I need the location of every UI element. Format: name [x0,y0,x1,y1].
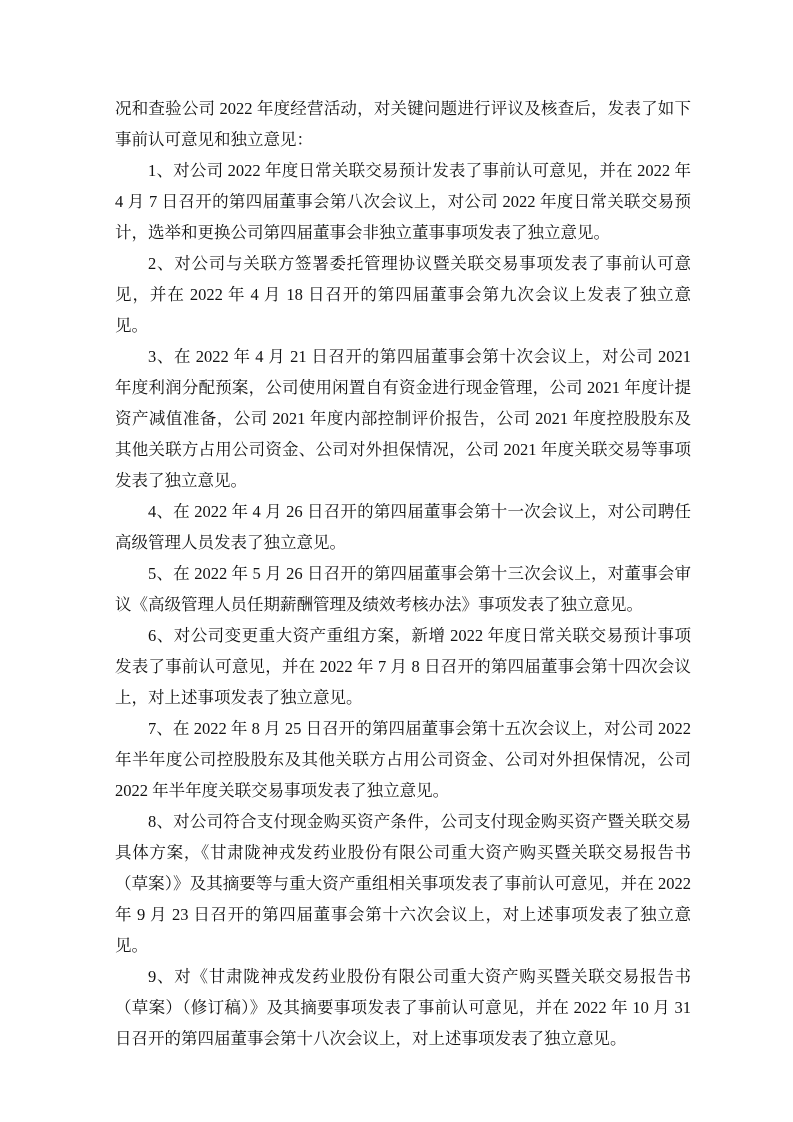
paragraph-item-9: 9、对《甘肃陇神戎发药业股份有限公司重大资产购买暨关联交易报告书（草案）（修订稿）》及其摘要事项发表了事前认可意见，并在 2022 年 10 月 31 日召开的第四届董事会第十八次会议上，对上述事项发表了独立意见。 [115,967,692,1048]
paragraph-item-6: 6、对公司变更重大资产重组方案，新增 2022 年度日常关联交易预计事项发表了事前认可意见，并在 2022 年 7 月 8 日召开的第四届董事会第十四次会议上，对上述事项发表了独立意见。 [115,626,691,707]
document-body [115,93,691,1054]
paragraph-continuation: 况和查验公司 2022 年度经营活动，对关键问题进行评议及核查后，发表了如下事前认可意见和独立意见： [115,99,691,149]
paragraph-item-2: 2、对公司与关联方签署委托管理协议暨关联交易事项发表了事前认可意见，并在 2022 年 4 月 18 日召开的第四届董事会第九次会议上发表了独立意见。 [115,254,691,335]
paragraph-item-3: 3、在 2022 年 4 月 21 日召开的第四届董事会第十次会议上，对公司 2021 年度利润分配预案，公司使用闲置自有资金进行现金管理，公司 2021 年度计提资产减值准备，公司 2021 年度内部控制评价报告，公司 2021 年度控股股东及其他关联方占用公司资金、公司对外担保情况，公司 2021 年度关联交易等事项发表了独立意见。 [115,347,691,490]
paragraph-item-5: 5、在 2022 年 5 月 26 日召开的第四届董事会第十三次会议上，对董事会审议《高级管理人员任期薪酬管理及绩效考核办法》事项发表了独立意见。 [115,564,691,614]
paragraph-item-7: 7、在 2022 年 8 月 25 日召开的第四届董事会第十五次会议上，对公司 2022 年半年度公司控股股东及其他关联方占用公司资金、公司对外担保情况，公司 2022 年半年度关联交易事项发表了独立意见。 [115,719,691,800]
paragraph-item-8: 8、对公司符合支付现金购买资产条件，公司支付现金购买资产暨关联交易具体方案，《甘肃陇神戎发药业股份有限公司重大资产购买暨关联交易报告书（草案）》及其摘要等与重大资产重组相关事项发表了事前认可意见，并在 2022 年 9 月 23 日召开的第四届董事会第十六次会议上，对上述事项发表了独立意见。 [115,812,691,955]
paragraph-item-1: 1、对公司 2022 年度日常关联交易预计发表了事前认可意见，并在 2022 年 4 月 7 日召开的第四届董事会第八次会议上，对公司 2022 年度日常关联交易预计，选举和更换公司第四届董事会非独立董事事项发表了独立意见。 [115,161,691,242]
paragraph-item-4: 4、在 2022 年 4 月 26 日召开的第四届董事会第十一次会议上，对公司聘任高级管理人员发表了独立意见。 [115,502,691,552]
